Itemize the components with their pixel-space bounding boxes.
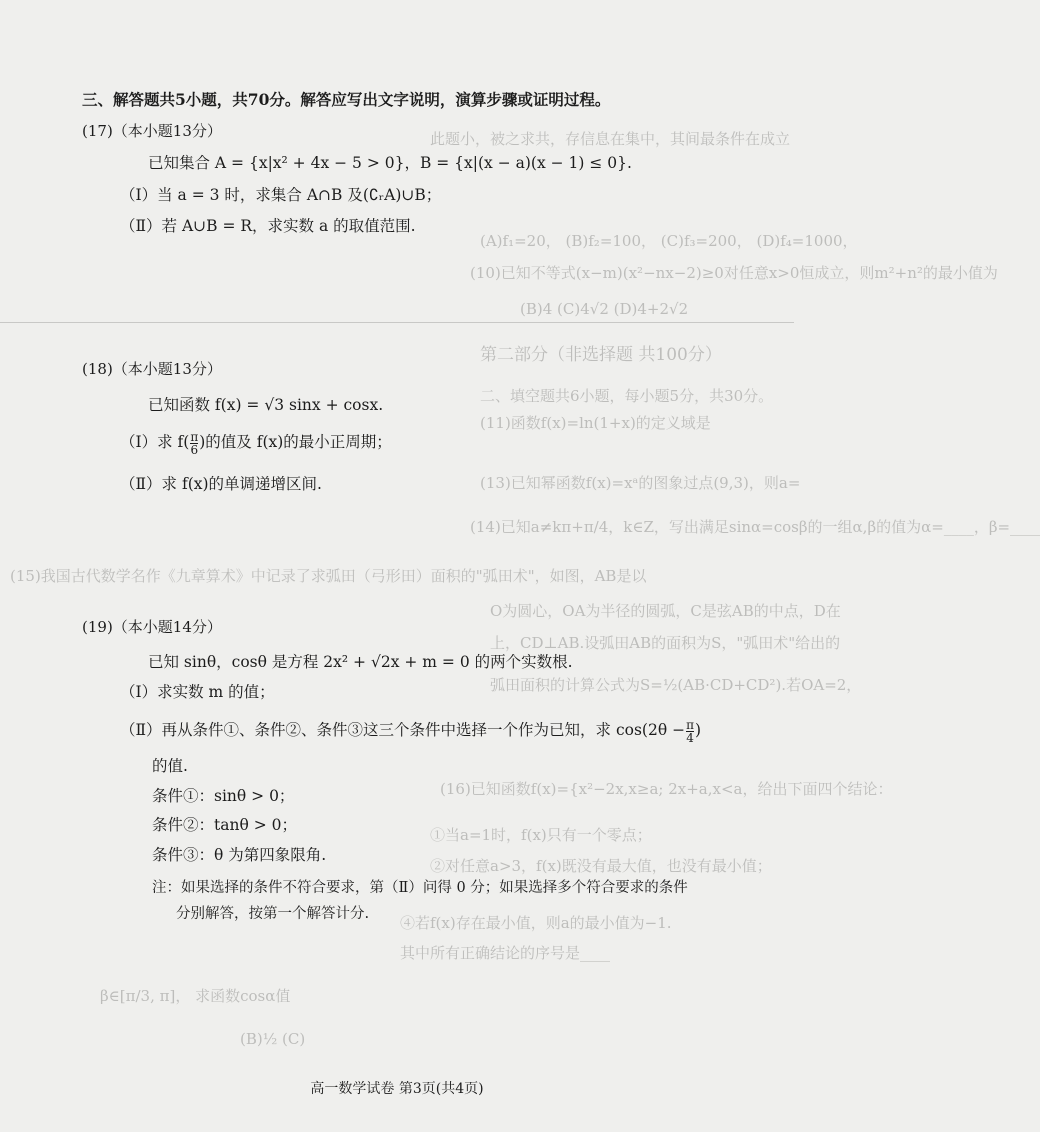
q19-condition-3: 条件③：θ 为第四象限角. <box>152 846 327 864</box>
q17-part1: （Ⅰ）当 a = 3 时，求集合 A∩B 及(∁ᵣA)∪B； <box>120 186 442 204</box>
bleed-through: 二、填空题共6小题，每小题5分，共30分。 <box>480 387 774 405</box>
bleed-through: (A)f₁=20， (B)f₂=100， (C)f₃=200， (D)f₄=1000， <box>480 232 858 250</box>
q18-part1-text-a: （Ⅰ）求 f( <box>120 433 190 451</box>
bleed-through: O为圆心，OA为半径的圆弧，C是弦AB的中点，D在 <box>490 602 841 620</box>
q19-frac-den: 4 <box>686 730 694 745</box>
q19-part2-text-b: ) <box>694 721 702 739</box>
bleed-through: (10)已知不等式(x−m)(x²−nx−2)≥0对任意x>0恒成立，则m²+n²的最小值为 <box>470 264 998 282</box>
q19-part2-tail: 的值. <box>152 757 188 775</box>
q19-part2-text-a: （Ⅱ）再从条件①、条件②、条件③这三个条件中选择一个作为已知，求 cos(2θ − <box>120 721 686 739</box>
q19-condition-1: 条件①：sinθ > 0； <box>152 787 295 805</box>
q19-note-line2: 分别解答，按第一个解答计分. <box>176 906 370 922</box>
bleed-through: (B)4 (C)4√2 (D)4+2√2 <box>520 300 689 318</box>
q19-header: (19)（本小题14分） <box>82 618 222 636</box>
bleed-through: 第二部分（非选择题 共100分） <box>480 345 722 365</box>
bleed-through: 上，CD⊥AB.设弧田AB的面积为S，"弧田术"给出的 <box>490 634 841 652</box>
bleed-through: ④若f(x)存在最小值，则a的最小值为−1. <box>400 914 672 932</box>
q17-part2: （Ⅱ）若 A∪B = R，求实数 a 的取值范围. <box>120 217 416 235</box>
q17-stem: 已知集合 A = {x|x² + 4x − 5 > 0}，B = {x|(x − a)(x − 1) ≤ 0}. <box>148 154 632 172</box>
bleed-through: 弧田面积的计算公式为S=½(AB·CD+CD²).若OA=2， <box>490 676 862 694</box>
bleed-through: (14)已知a≠kπ+π/4，k∈Z，写出满足sinα=cosβ的一组α,β的值为α=____，β=____ <box>470 518 1040 536</box>
bleed-through: 此题小，被之求共，存信息在集中，其间最条件在成立 <box>430 130 791 148</box>
q18-fraction <box>190 431 198 456</box>
q17-header: (17)（本小题13分） <box>82 122 222 140</box>
q19-fraction <box>686 719 694 744</box>
bleed-through: (B)½ (C) <box>240 1030 306 1048</box>
page-footer: 高一数学试卷 第3页(共4页) <box>310 1081 484 1097</box>
q18-header: (18)（本小题13分） <box>82 360 222 378</box>
bleed-through: (15)我国古代数学名作《九章算术》中记录了求弧田（弓形田）面积的"弧田术"，如图，AB是以 <box>10 567 647 585</box>
bleed-through: (11)函数f(x)=ln(1+x)的定义域是 <box>480 414 711 432</box>
q19-condition-2: 条件②：tanθ > 0； <box>152 816 297 834</box>
bleed-through: 其中所有正确结论的序号是____ <box>400 944 611 962</box>
bleed-through: ①当a=1时，f(x)只有一个零点； <box>430 826 652 844</box>
bleed-through: ②对任意a>3，f(x)既没有最大值，也没有最小值； <box>430 857 772 875</box>
q18-part2: （Ⅱ）求 f(x)的单调递增区间. <box>120 475 322 493</box>
bleed-through: β∈[π/3, π]， 求函数cosα值 <box>100 987 291 1005</box>
bleed-through-rule <box>0 322 794 323</box>
q18-frac-num: π <box>190 429 199 444</box>
q19-note-line1: 注：如果选择的条件不符合要求，第（Ⅱ）问得 0 分；如果选择多个符合要求的条件 <box>152 880 688 896</box>
q19-stem: 已知 sinθ，cosθ 是方程 2x² + √2x + m = 0 的两个实数根. <box>148 653 573 671</box>
q19-frac-num: π <box>686 717 694 732</box>
q18-part1-text-b: )的值及 f(x)的最小正周期； <box>199 433 392 451</box>
bleed-through: (16)已知函数f(x)={x²−2x,x≥a; 2x+a,x<a，给出下面四个结论： <box>440 780 893 798</box>
q18-part1 <box>120 430 392 456</box>
q18-frac-den: 6 <box>190 442 199 457</box>
q19-part1: （Ⅰ）求实数 m 的值； <box>120 683 275 701</box>
section-heading: 三、解答题共5小题，共70分。解答应写出文字说明，演算步骤或证明过程。 <box>82 90 611 109</box>
q18-stem: 已知函数 f(x) = √3 sinx + cosx. <box>148 396 384 414</box>
bleed-through: (13)已知幂函数f(x)=xᵃ的图象过点(9,3)，则a= <box>480 474 801 492</box>
q19-part2 <box>120 718 701 744</box>
